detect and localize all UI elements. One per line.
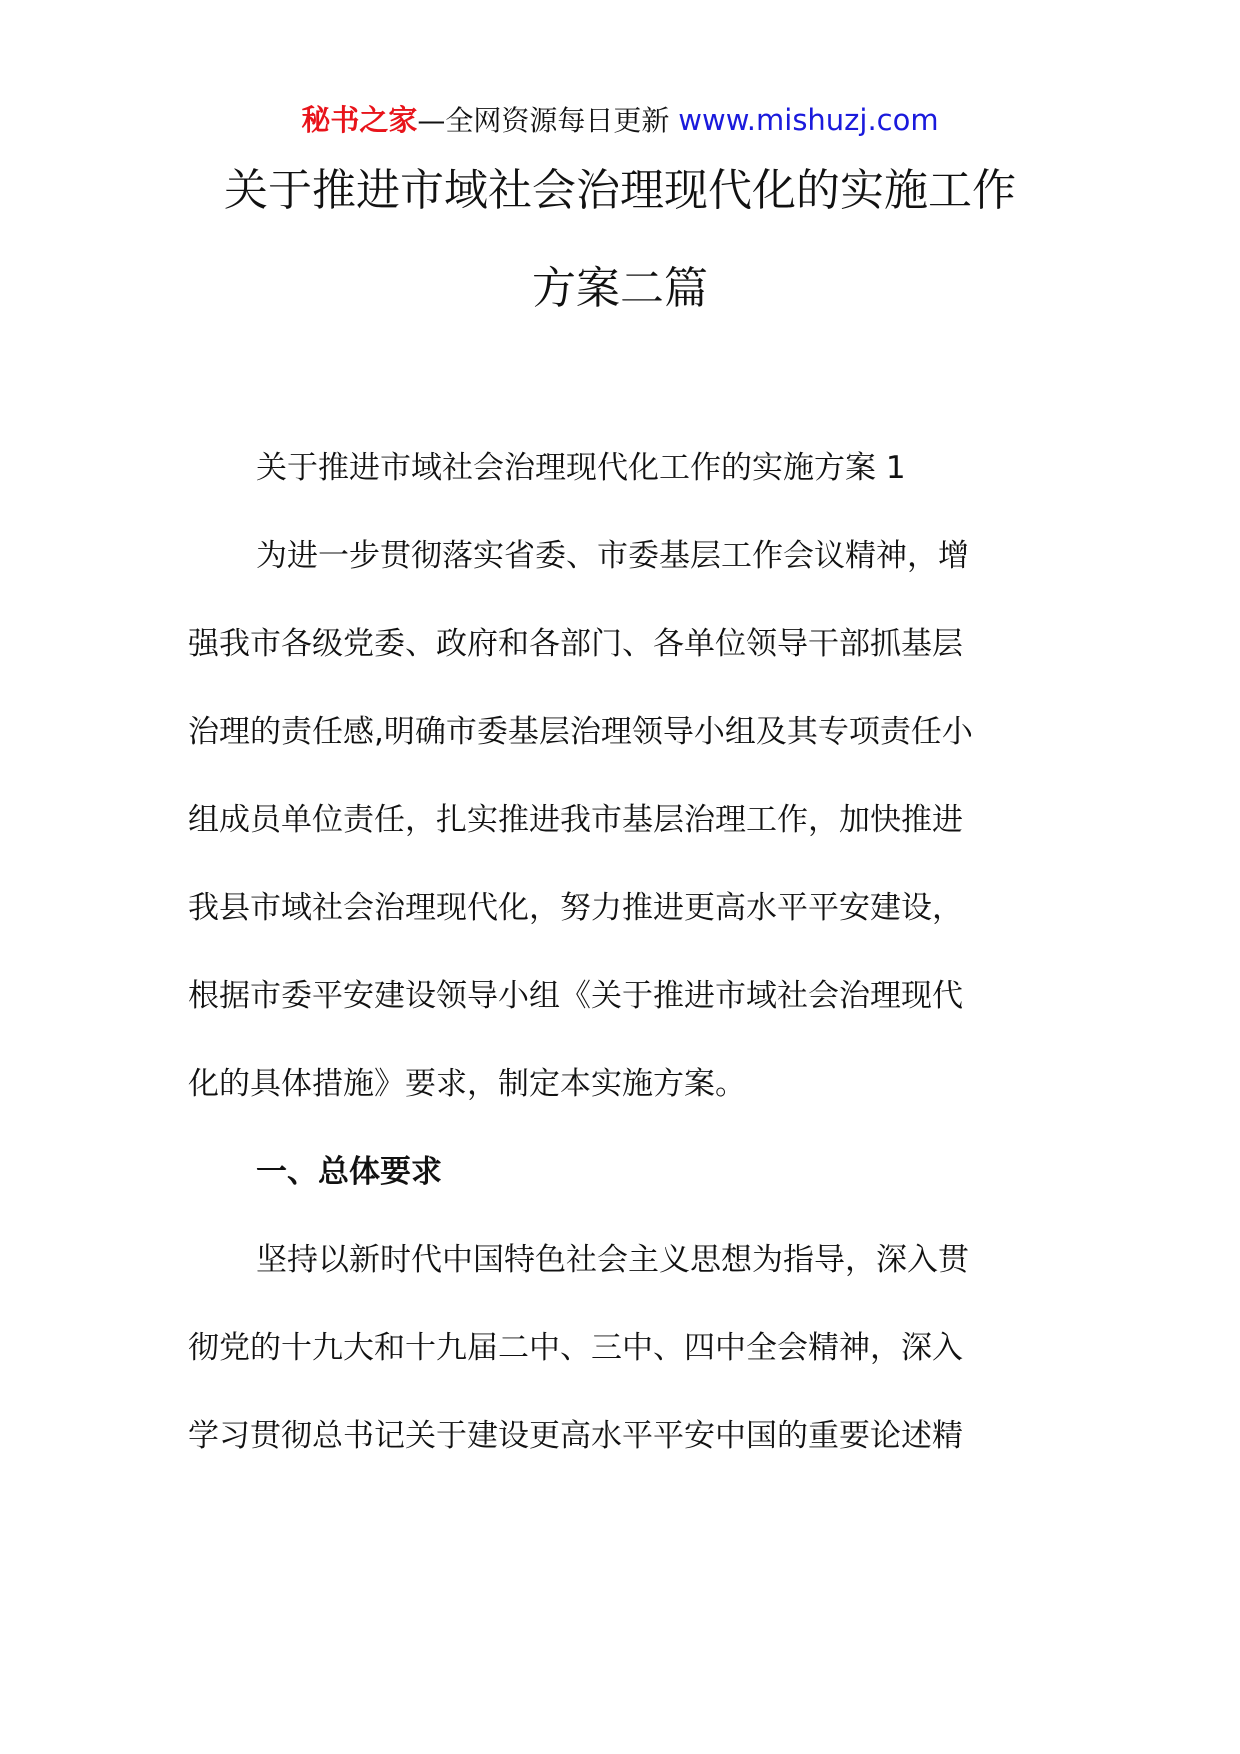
document-subtitle: 关于推进市域社会治理现代化工作的实施方案 1 [256,450,906,486]
site-banner [0,100,1240,141]
site-url-link[interactable]: www.mishuzj.com [678,103,939,137]
paragraph-line: 坚持以新时代中国特色社会主义思想为指导，深入贯 [256,1242,969,1278]
paragraph-line: 治理的责任感,明确市委基层治理领导小组及其专项责任小 [188,714,973,750]
banner-tagline: —全网资源每日更新 [417,104,679,137]
brand-name: 秘书之家 [301,103,418,137]
paragraph-line: 彻党的十九大和十九届二中、三中、四中全会精神，深入 [188,1330,963,1366]
paragraph-line: 学习贯彻总书记关于建设更高水平平安中国的重要论述精 [188,1418,963,1454]
paragraph-line: 我县市域社会治理现代化，努力推进更高水平平安建设， [188,890,963,926]
paragraph-line: 根据市委平安建设领导小组《关于推进市域社会治理现代 [188,978,963,1014]
paragraph-line: 组成员单位责任，扎实推进我市基层治理工作，加快推进 [188,802,963,838]
document-title-line-2: 方案二篇 [532,263,708,314]
paragraph-line: 化的具体措施》要求，制定本实施方案。 [188,1066,746,1102]
paragraph-line: 为进一步贯彻落实省委、市委基层工作会议精神，增 [256,538,969,574]
document-title-line-1: 关于推进市域社会治理现代化的实施工作 [224,165,1016,216]
section-heading: 一、总体要求 [256,1154,442,1190]
paragraph-line: 强我市各级党委、政府和各部门、各单位领导干部抓基层 [188,626,963,662]
